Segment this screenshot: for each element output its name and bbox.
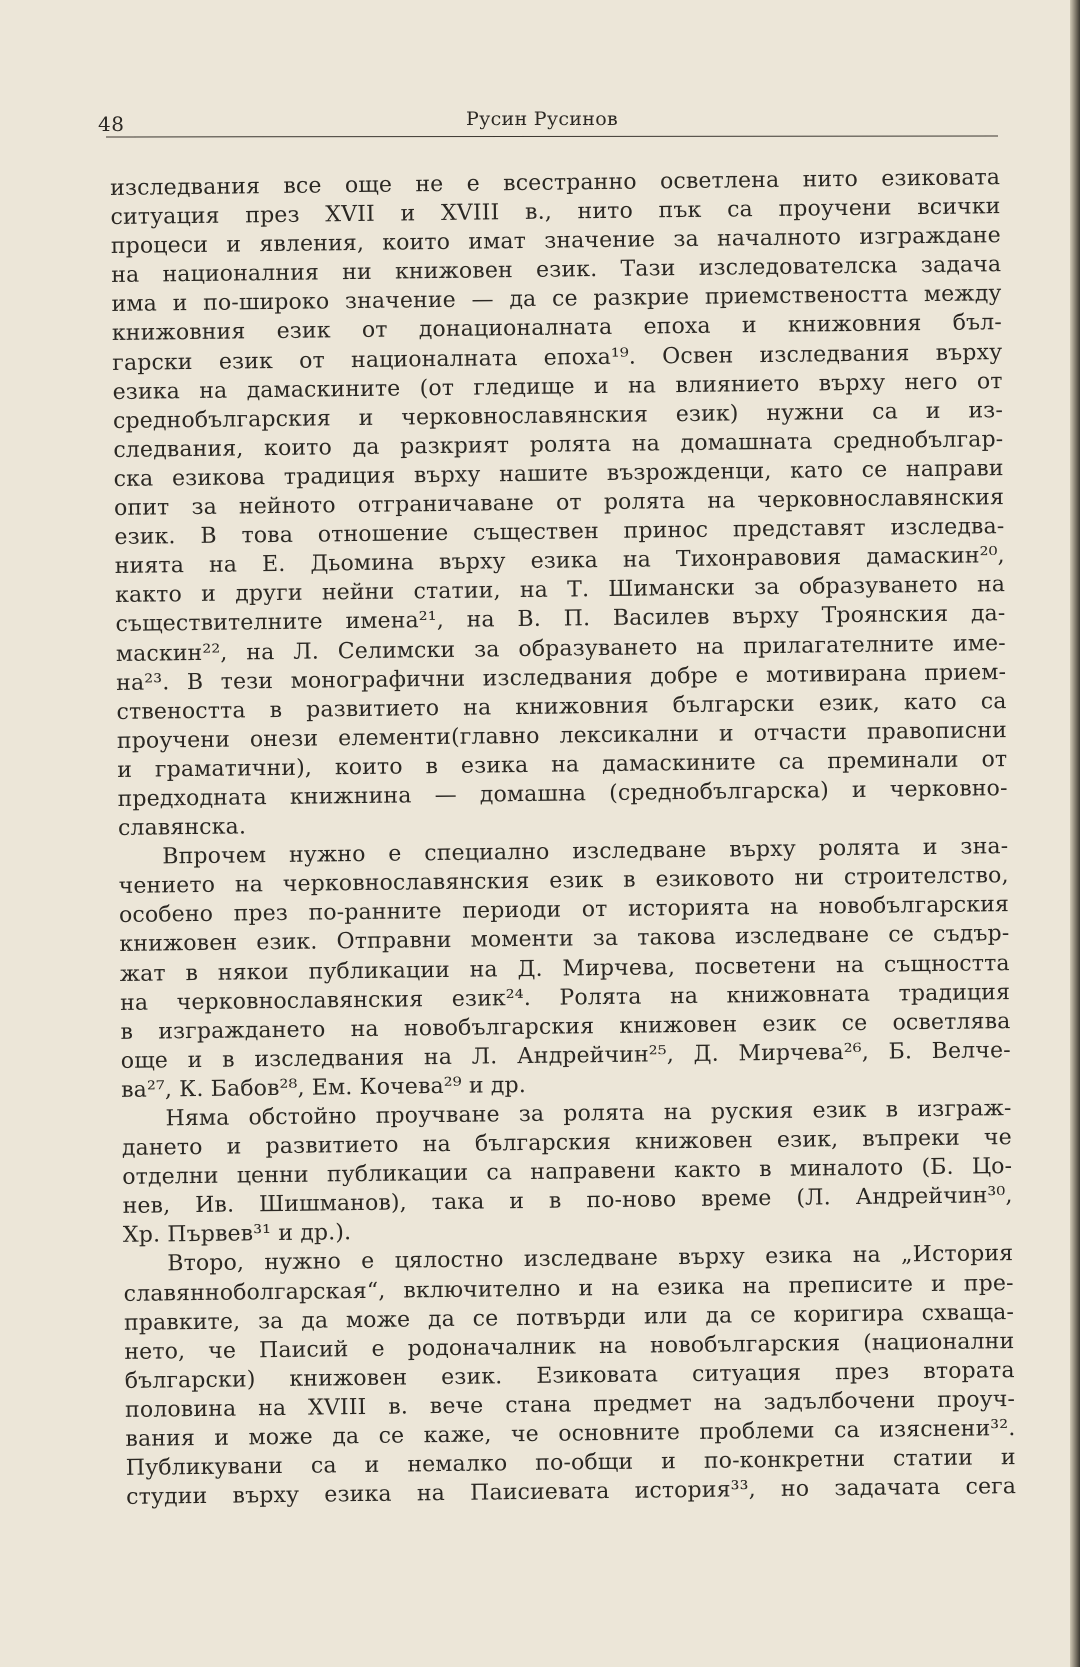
text-line: нията на Е. Дьомина върху езика на Тихонравовия дамаскин²⁰,	[114, 543, 1005, 580]
text-line: следвания, които да разкрият ролята на домашната среднобългар-	[113, 426, 1004, 463]
running-title-author: Русин Русинов	[466, 108, 618, 130]
header-rule	[106, 136, 998, 138]
text-line: половина на XVIII в. вече стана предмет на задълбочени проуч-	[124, 1386, 1016, 1423]
text-line: както и други нейни статии, на Т. Шимански за образуването на	[115, 572, 1006, 609]
text-line: правките, за да може да се потвърди или да се коригира схваща-	[123, 1299, 1015, 1336]
text-line: Публикувани са и немалко по-общи и по-конкретни статии и	[125, 1445, 1016, 1482]
text-line: нето, че Паисий е родоначалник на новобългарския (национални	[124, 1328, 1015, 1365]
text-line: славянноболгарская“, включително и на езика на преписите и пре-	[123, 1270, 1014, 1307]
text-line-paragraph-start: Няма обстойно проучване за ролята на руския език в изграж-	[165, 1096, 1012, 1132]
text-line: маскин²², на Л. Селимски за образуването на прилагателните име-	[115, 630, 1006, 667]
text-line: още и в изследвания на Л. Андрейчин²⁵, Д. Мирчева²⁶, Б. Велче-	[120, 1037, 1011, 1074]
text-line: съществителните имена²¹, на В. П. Василев върху Троянския да-	[115, 601, 1006, 638]
text-line: гарски език от националната епоха¹⁹. Освен изследвания върху	[112, 339, 1003, 376]
text-line: на²³. В тези монографични изследвания добре е мотивирана прием-	[116, 659, 1007, 696]
running-head	[98, 108, 1002, 136]
text-line: процеси и явления, които имат значение за началното изграждане	[110, 223, 1001, 260]
text-line: особено през по-ранните периоди от историята на новобългарския	[118, 892, 1010, 929]
text-line: вания и може да се каже, че основните проблеми са изяснени³².	[125, 1416, 1016, 1452]
text-line: проучени онези елементи(главно лексикални и отчасти правописни	[116, 717, 1008, 754]
text-line: чението на черковнославянския език в езиковото ни строителство,	[118, 863, 1009, 900]
text-line: нев, Ив. Шишманов), така и в по-ново време (Л. Андрейчин³⁰,	[122, 1183, 1013, 1220]
text-line: език. В това отношение съществен принос представят изследва-	[114, 514, 1005, 551]
text-line-paragraph-end: Хр. Първев³¹ и др.).	[122, 1220, 352, 1249]
body-text	[110, 163, 1016, 1512]
text-line: ситуация през XVII и XVIII в., нито пък са проучени всички	[110, 194, 1001, 231]
text-line: жат в някои публикации на Д. Мирчева, посветени на същността	[119, 950, 1010, 987]
text-line: отделни ценни публикации са направени както в миналото (Б. Цо-	[122, 1154, 1013, 1191]
text-line: студии върху езика на Паисиевата история³³, но задачата сега	[126, 1474, 1017, 1511]
text-line: на националния ни книжовен език. Тази изследователска задача	[111, 252, 1002, 289]
text-line: езика на дамаскините (от гледище и на влиянието върху него от	[112, 368, 1003, 405]
text-line-paragraph-start: Впрочем нужно е специално изследване върху ролята и зна-	[162, 834, 1009, 870]
text-line-paragraph-end: ва²⁷, К. Бабов²⁸, Ем. Кочева²⁹ и др.	[121, 1072, 527, 1103]
page-binding-shadow	[1070, 0, 1080, 1667]
text-line: ска езикова традиция върху нашите възрожденци, като се направи	[113, 456, 1004, 492]
text-line: предходната книжнина — домашна (среднобългарска) и черковно-	[117, 776, 1008, 812]
text-line: изследвания все още не е всестранно осветлена нито езиковата	[110, 165, 1001, 201]
text-line-paragraph-start: Второ, нужно е цялостно изследване върху езика на „История	[167, 1241, 1014, 1277]
text-line: и граматични), които в езика на дамаскините са преминали от	[117, 746, 1008, 783]
text-line: среднобългарския и черковнославянския език) нужни са и из-	[112, 397, 1004, 434]
text-line: в изграждането на новобългарския книжовен език се осветлява	[120, 1008, 1011, 1045]
text-line: книжовния език от донационалната епоха и книжовния бъл-	[111, 310, 1003, 347]
text-line: български) книжовен език. Езиковата ситуация през втората	[124, 1357, 1015, 1394]
text-line: на черковнославянския език²⁴. Ролята на книжовната традиция	[119, 979, 1011, 1016]
text-line-paragraph-end: славянска.	[117, 814, 247, 842]
text-line: книжовен език. Отправни моменти за такова изследване се съдър-	[119, 921, 1010, 958]
text-line: дането и развитието на българския книжовен език, въпреки че	[121, 1125, 1012, 1162]
page-number: 48	[98, 112, 125, 136]
text-line: опит за нейното отграничаване от ролята на черковнославянския	[113, 485, 1005, 522]
text-line: ствеността в развитието на книжовния български език, като са	[116, 688, 1007, 725]
text-line: има и по-широко значение — да се разкрие приемствеността между	[111, 281, 1002, 318]
